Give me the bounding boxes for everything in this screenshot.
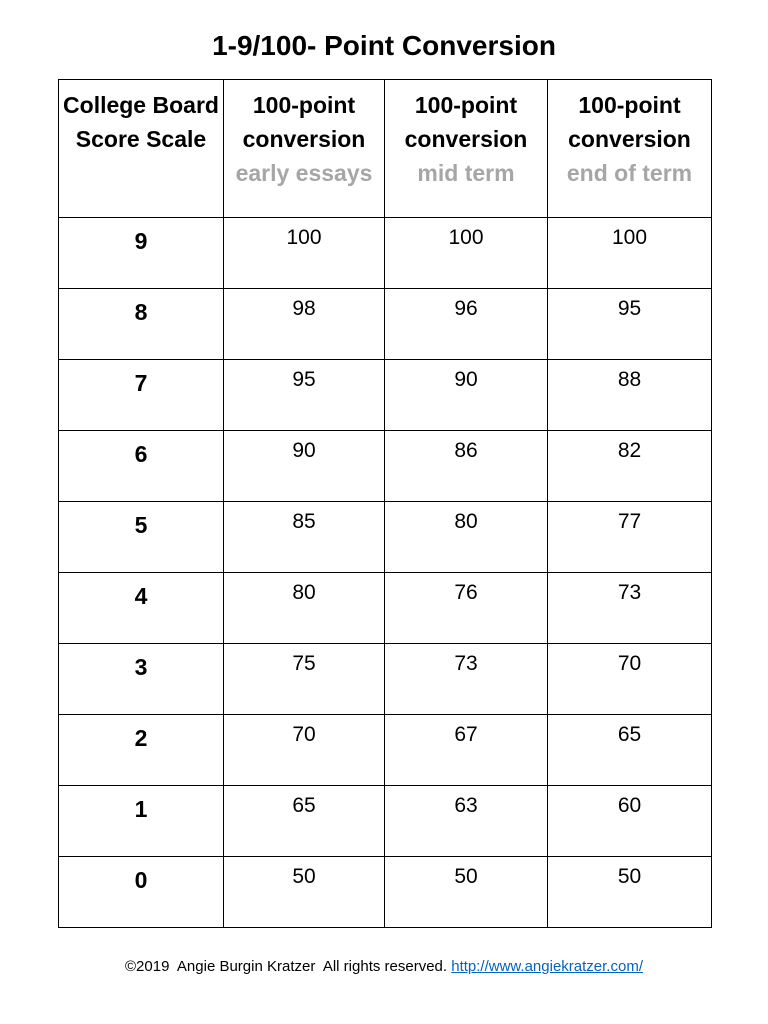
early-essays-cell: 50 (224, 857, 385, 928)
header-sublabel: end of term (566, 160, 693, 186)
early-essays-cell: 85 (224, 502, 385, 573)
mid-term-cell: 76 (385, 573, 548, 644)
score-cell: 2 (59, 715, 224, 786)
table-row (59, 431, 712, 502)
mid-term-cell: 86 (385, 431, 548, 502)
early-essays-cell: 100 (224, 218, 385, 289)
early-essays-cell: 65 (224, 786, 385, 857)
end-of-term-cell: 95 (548, 289, 712, 360)
end-of-term-cell: 65 (548, 715, 712, 786)
early-essays-cell: 90 (224, 431, 385, 502)
end-of-term-cell: 82 (548, 431, 712, 502)
score-cell: 3 (59, 644, 224, 715)
end-of-term-cell: 60 (548, 786, 712, 857)
mid-term-cell: 90 (385, 360, 548, 431)
table-row (59, 573, 712, 644)
end-of-term-cell: 73 (548, 573, 712, 644)
page-title: 1-9/100- Point Conversion (212, 30, 556, 61)
header-college-board-score-scale (59, 80, 224, 218)
website-link[interactable]: http://www.angiekratzer.com/ (451, 958, 643, 975)
mid-term-cell: 67 (385, 715, 548, 786)
table-row (59, 289, 712, 360)
table-row (59, 786, 712, 857)
conversion-table (58, 79, 712, 928)
end-of-term-cell: 77 (548, 502, 712, 573)
score-cell: 7 (59, 360, 224, 431)
mid-term-cell: 63 (385, 786, 548, 857)
score-cell: 8 (59, 289, 224, 360)
score-cell: 0 (59, 857, 224, 928)
score-cell: 9 (59, 218, 224, 289)
early-essays-cell: 95 (224, 360, 385, 431)
header-mid-term (385, 80, 548, 218)
header-end-of-term (548, 80, 712, 218)
header-sublabel: mid term (417, 160, 515, 186)
end-of-term-cell: 100 (548, 218, 712, 289)
mid-term-cell: 50 (385, 857, 548, 928)
mid-term-cell: 73 (385, 644, 548, 715)
header-label: 100-point conversion (568, 92, 691, 152)
score-cell: 1 (59, 786, 224, 857)
header-label: 100-point conversion (242, 92, 366, 152)
footer (0, 957, 768, 977)
table-row (59, 360, 712, 431)
end-of-term-cell: 50 (548, 857, 712, 928)
header-label: College Board Score Scale (63, 92, 219, 152)
table-row (59, 715, 712, 786)
end-of-term-cell: 70 (548, 644, 712, 715)
mid-term-cell: 96 (385, 289, 548, 360)
early-essays-cell: 75 (224, 644, 385, 715)
table-row (59, 218, 712, 289)
mid-term-cell: 100 (385, 218, 548, 289)
header-row (59, 80, 712, 218)
table-row (59, 644, 712, 715)
header-label: 100-point conversion (404, 92, 528, 152)
end-of-term-cell: 88 (548, 360, 712, 431)
score-cell: 5 (59, 502, 224, 573)
score-cell: 4 (59, 573, 224, 644)
table-row (59, 857, 712, 928)
score-cell: 6 (59, 431, 224, 502)
early-essays-cell: 98 (224, 289, 385, 360)
early-essays-cell: 80 (224, 573, 385, 644)
header-sublabel: early essays (235, 160, 373, 186)
table-row (59, 502, 712, 573)
copyright-text: ©2019 Angie Burgin Kratzer All rights reserved. (125, 958, 452, 975)
early-essays-cell: 70 (224, 715, 385, 786)
header-early-essays (224, 80, 385, 218)
mid-term-cell: 80 (385, 502, 548, 573)
